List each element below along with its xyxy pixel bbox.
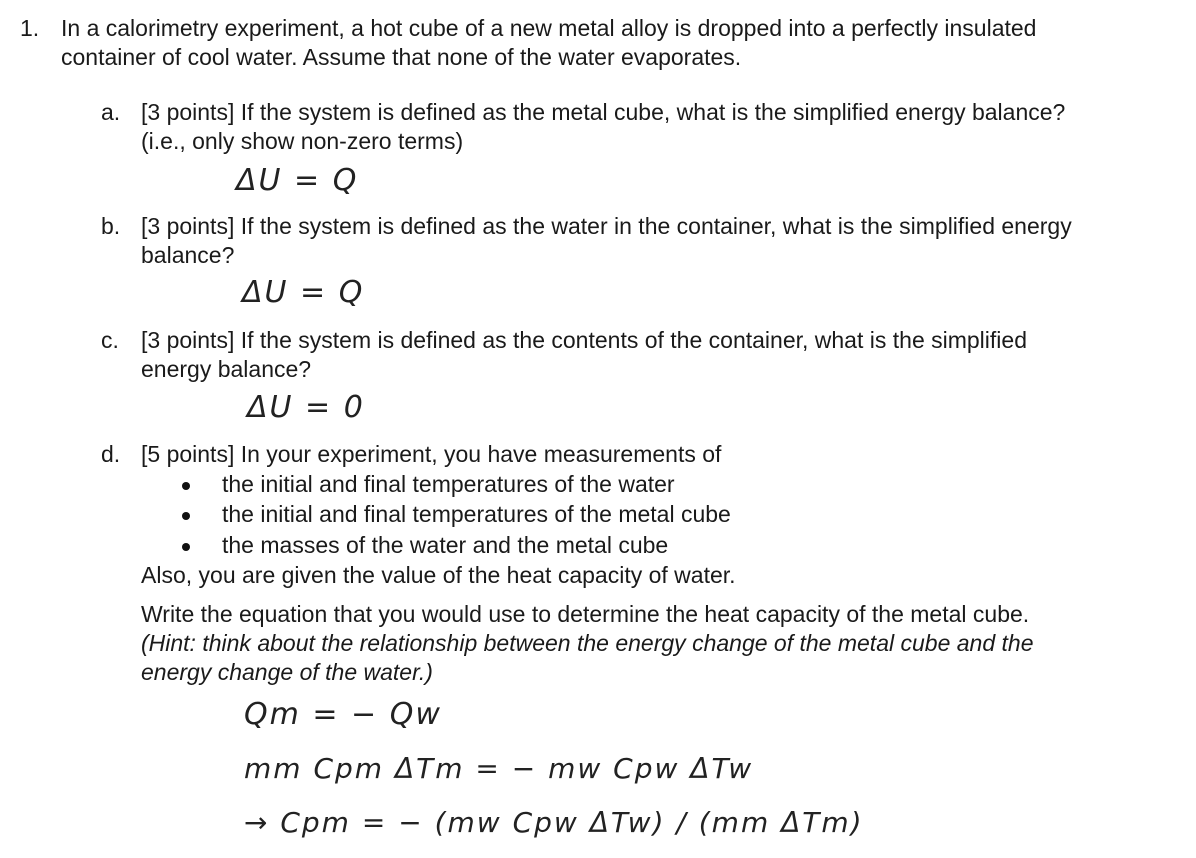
bullet-icon xyxy=(182,512,190,520)
bullet-icon xyxy=(182,482,190,490)
part-a-line2: (i.e., only show non-zero terms) xyxy=(141,128,464,154)
part-d-bullet-2: the initial and final temperatures of the metal cube xyxy=(222,501,731,527)
part-c-label: c. xyxy=(101,327,119,353)
part-d-label: d. xyxy=(101,441,121,467)
part-d-handwritten-answer-1: Qm = − Qw xyxy=(244,697,442,732)
part-b-line2: balance? xyxy=(141,242,235,268)
part-a-label: a. xyxy=(101,99,121,125)
part-d-line1: [5 points] In your experiment, you have measurements of xyxy=(141,441,722,467)
part-b-label: b. xyxy=(101,213,121,239)
question-stem-line2: container of cool water. Assume that none of the water evaporates. xyxy=(61,44,742,70)
part-d-hint-line1: (Hint: think about the relationship between the energy change of the metal cube and the xyxy=(141,630,1034,656)
part-c-line1: [3 points] If the system is defined as the contents of the container, what is the simplified xyxy=(141,327,1027,353)
part-d-hint-line2: energy change of the water.) xyxy=(141,659,433,685)
bullet-icon xyxy=(182,543,190,551)
part-a-handwritten-answer: ΔU = Q xyxy=(236,163,359,198)
part-d-handwritten-answer-3: → Cpm = − (mw Cpw ΔTw) / (mm ΔTm) xyxy=(244,806,864,839)
question-stem-line1: In a calorimetry experiment, a hot cube of a new metal alloy is dropped into a perfectly insulated xyxy=(61,15,1037,41)
part-d-bullet-1: the initial and final temperatures of the water xyxy=(222,471,675,497)
question-number: 1. xyxy=(20,15,40,41)
part-b-handwritten-answer: ΔU = Q xyxy=(242,275,365,310)
part-d-bullet-3: the masses of the water and the metal cube xyxy=(222,532,669,558)
part-c-handwritten-answer: ΔU = 0 xyxy=(247,390,365,425)
part-b-line1: [3 points] If the system is defined as the water in the container, what is the simplified energy xyxy=(141,213,1072,239)
part-d-also: Also, you are given the value of the heat capacity of water. xyxy=(141,562,736,588)
part-c-line2: energy balance? xyxy=(141,356,312,382)
part-d-prompt: Write the equation that you would use to determine the heat capacity of the metal cube. xyxy=(141,601,1030,627)
part-a-line1: [3 points] If the system is defined as the metal cube, what is the simplified energy balance? xyxy=(141,99,1066,125)
part-d-handwritten-answer-2: mm Cpm ΔTm = − mw Cpw ΔTw xyxy=(244,752,754,785)
